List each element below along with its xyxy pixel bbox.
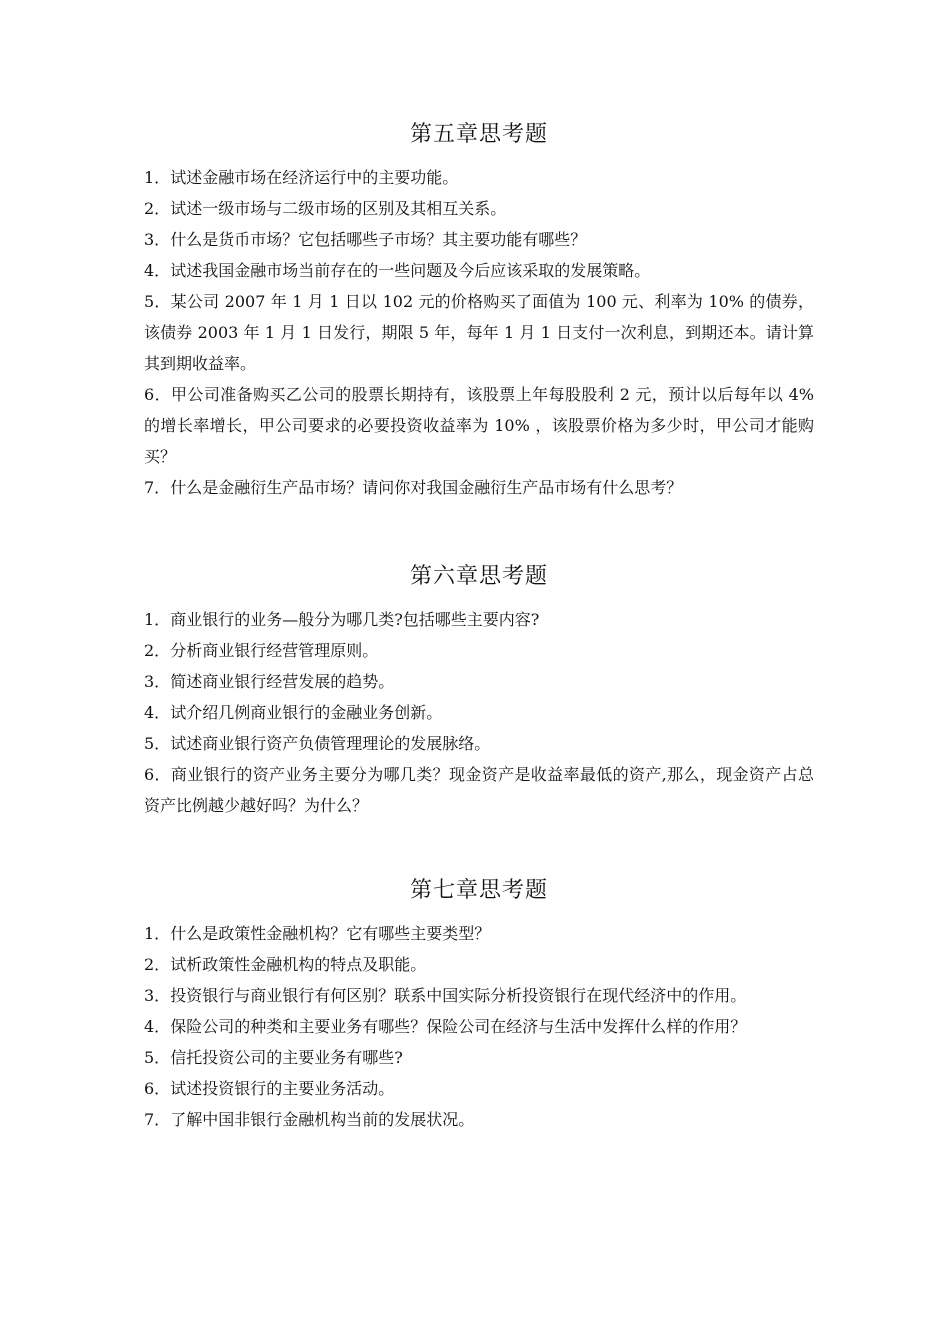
question-item xyxy=(144,472,814,503)
question-item xyxy=(144,697,814,728)
question-text: 分析商业银行经营管理原则。 xyxy=(170,641,379,660)
question-text: 什么是政策性金融机构？它有哪些主要类型？ xyxy=(170,924,491,943)
question-number: 6． xyxy=(144,1079,171,1098)
chapter-5-title: 第五章思考题 xyxy=(409,122,548,147)
question-number: 1． xyxy=(144,610,171,629)
question-text: 商业银行的业务—般分为哪几类?包括哪些主要内容? xyxy=(170,610,540,629)
question-number: 7． xyxy=(144,478,171,497)
question-number: 4． xyxy=(144,261,171,280)
question-number: 2． xyxy=(144,641,171,660)
question-item xyxy=(144,255,814,286)
question-number: 4． xyxy=(144,1017,171,1036)
question-text: 简述商业银行经营发展的趋势。 xyxy=(170,672,395,691)
question-text: 试析政策性金融机构的特点及职能。 xyxy=(170,955,427,974)
chapter-6-title: 第六章思考题 xyxy=(409,564,548,589)
question-item xyxy=(144,1011,814,1042)
question-number: 5． xyxy=(144,1048,171,1067)
chapter-7-section xyxy=(144,876,814,1135)
question-number: 1． xyxy=(144,168,171,187)
question-item xyxy=(144,1042,814,1073)
question-item xyxy=(144,286,814,379)
chapter-7-title: 第七章思考题 xyxy=(409,878,548,903)
question-item xyxy=(144,162,814,193)
question-item xyxy=(144,635,814,666)
question-text: 投资银行与商业银行有何区别？联系中国实际分析投资银行在现代经济中的作用。 xyxy=(170,986,747,1005)
question-number: 5． xyxy=(144,292,171,311)
question-item xyxy=(144,1104,814,1135)
question-number: 6． xyxy=(144,765,171,784)
question-text: 试述我国金融市场当前存在的一些问题及今后应该采取的发展策略。 xyxy=(170,261,651,280)
question-text: 某公司 2007 年 1 月 1 日以 102 元的价格购买了面值为 100 元、利率为 10% 的债券，该债券 2003 年 1 月 1 日发行，期限 5 年，每年 1 月 1 日支付一次利息，到期还本。请计算其到期收益率。 xyxy=(144,292,814,373)
question-text: 试述投资银行的主要业务活动。 xyxy=(170,1079,395,1098)
question-text: 了解中国非银行金融机构当前的发展状况。 xyxy=(170,1110,475,1129)
question-text: 试述商业银行资产负债管理理论的发展脉络。 xyxy=(170,734,491,753)
question-text: 什么是货币市场？它包括哪些子市场？其主要功能有哪些？ xyxy=(170,230,587,249)
question-text: 保险公司的种类和主要业务有哪些？保险公司在经济与生活中发挥什么样的作用？ xyxy=(170,1017,747,1036)
question-item xyxy=(144,604,814,635)
chapter-5-section xyxy=(144,120,814,503)
question-item xyxy=(144,949,814,980)
question-item xyxy=(144,1073,814,1104)
question-number: 7． xyxy=(144,1110,171,1129)
question-number: 6． xyxy=(144,385,172,404)
question-number: 2． xyxy=(144,955,171,974)
question-text: 商业银行的资产业务主要分为哪几类？现金资产是收益率最低的资产,那么，现金资产占总资产比例越少越好吗？为什么？ xyxy=(144,765,814,815)
question-text: 什么是金融衍生产品市场？请问你对我国金融衍生产品市场有什么思考？ xyxy=(170,478,683,497)
question-item xyxy=(144,759,814,821)
question-number: 3． xyxy=(144,230,171,249)
question-text: 试述金融市场在经济运行中的主要功能。 xyxy=(170,168,459,187)
question-number: 2． xyxy=(144,199,171,218)
question-number: 3． xyxy=(144,986,171,1005)
question-item xyxy=(144,193,814,224)
question-item xyxy=(144,980,814,1011)
question-item xyxy=(144,224,814,255)
question-text: 试述一级市场与二级市场的区别及其相互关系。 xyxy=(170,199,507,218)
question-number: 5． xyxy=(144,734,171,753)
question-item xyxy=(144,666,814,697)
question-item xyxy=(144,918,814,949)
question-number: 4． xyxy=(144,703,171,722)
question-text: 甲公司准备购买乙公司的股票长期持有，该股票上年每股股利 2 元，预计以后每年以 4% 的增长率增长，甲公司要求的必要投资收益率为 10% ，该股票价格为多少时，甲公司才能购买？ xyxy=(144,385,814,466)
question-number: 1． xyxy=(144,924,171,943)
question-text: 试介绍几例商业银行的金融业务创新。 xyxy=(170,703,443,722)
question-item xyxy=(144,728,814,759)
question-number: 3． xyxy=(144,672,171,691)
question-text: 信托投资公司的主要业务有哪些? xyxy=(170,1048,403,1067)
question-item xyxy=(144,379,814,472)
chapter-6-section xyxy=(144,562,814,821)
